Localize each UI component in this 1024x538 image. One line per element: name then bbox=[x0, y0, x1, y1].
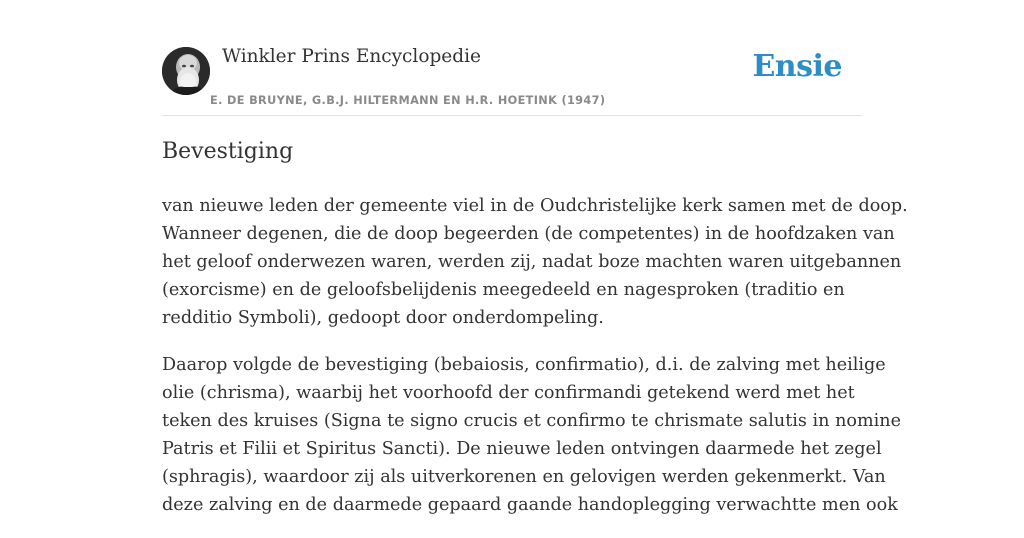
brand-logo[interactable]: Ensie bbox=[752, 49, 842, 84]
text-line: het geloof onderwezen waren, werden zij, nadat boze machten waren uitgebannen bbox=[162, 252, 902, 272]
text-line: (exorcisme) en de geloofsbelijdenis meegedeeld en nagesproken (traditio en bbox=[162, 280, 845, 300]
text-line: olie (chrisma), waarbij het voorhoofd der confirmandi getekend werd met het bbox=[162, 383, 855, 403]
portrait-image bbox=[162, 47, 210, 95]
text-line: (sphragis), waardoor zij als uitverkorenen en gelovigen werden gekenmerkt. Van bbox=[162, 467, 886, 487]
page-title: Bevestiging bbox=[162, 139, 294, 164]
article-body bbox=[162, 192, 908, 538]
text-line: redditio Symboli), gedoopt door onderdompeling. bbox=[162, 308, 604, 328]
text-line: Wanneer degenen, die de doop begeerden (de competentes) in de hoofdzaken van bbox=[162, 224, 895, 244]
site-title-link[interactable]: Winkler Prins Encyclopedie bbox=[222, 46, 481, 67]
text-line: teken des kruises (Signa te signo crucis et confirmo te chrismate salutis in nomine bbox=[162, 411, 902, 431]
paragraph-1 bbox=[162, 192, 908, 332]
text-line: deze zalving en de daarmede gepaard gaande handoplegging verwachtte men ook bbox=[162, 495, 898, 515]
author-avatar[interactable] bbox=[162, 47, 210, 95]
text-line: Patris et Filii et Spiritus Sancti). De nieuwe leden ontvingen daarmede het zegel bbox=[162, 439, 882, 459]
text-line: Daarop volgde de bevestiging (bebaiosis, confirmatio), d.i. de zalving met heilige bbox=[162, 355, 886, 375]
site-header bbox=[162, 40, 862, 116]
authors-line: E. DE BRUYNE, G.B.J. HILTERMANN EN H.R. HOETINK (1947) bbox=[210, 94, 606, 107]
text-line: van nieuwe leden der gemeente viel in de Oudchristelijke kerk samen met de doop. bbox=[162, 196, 908, 216]
paragraph-2 bbox=[162, 351, 902, 519]
